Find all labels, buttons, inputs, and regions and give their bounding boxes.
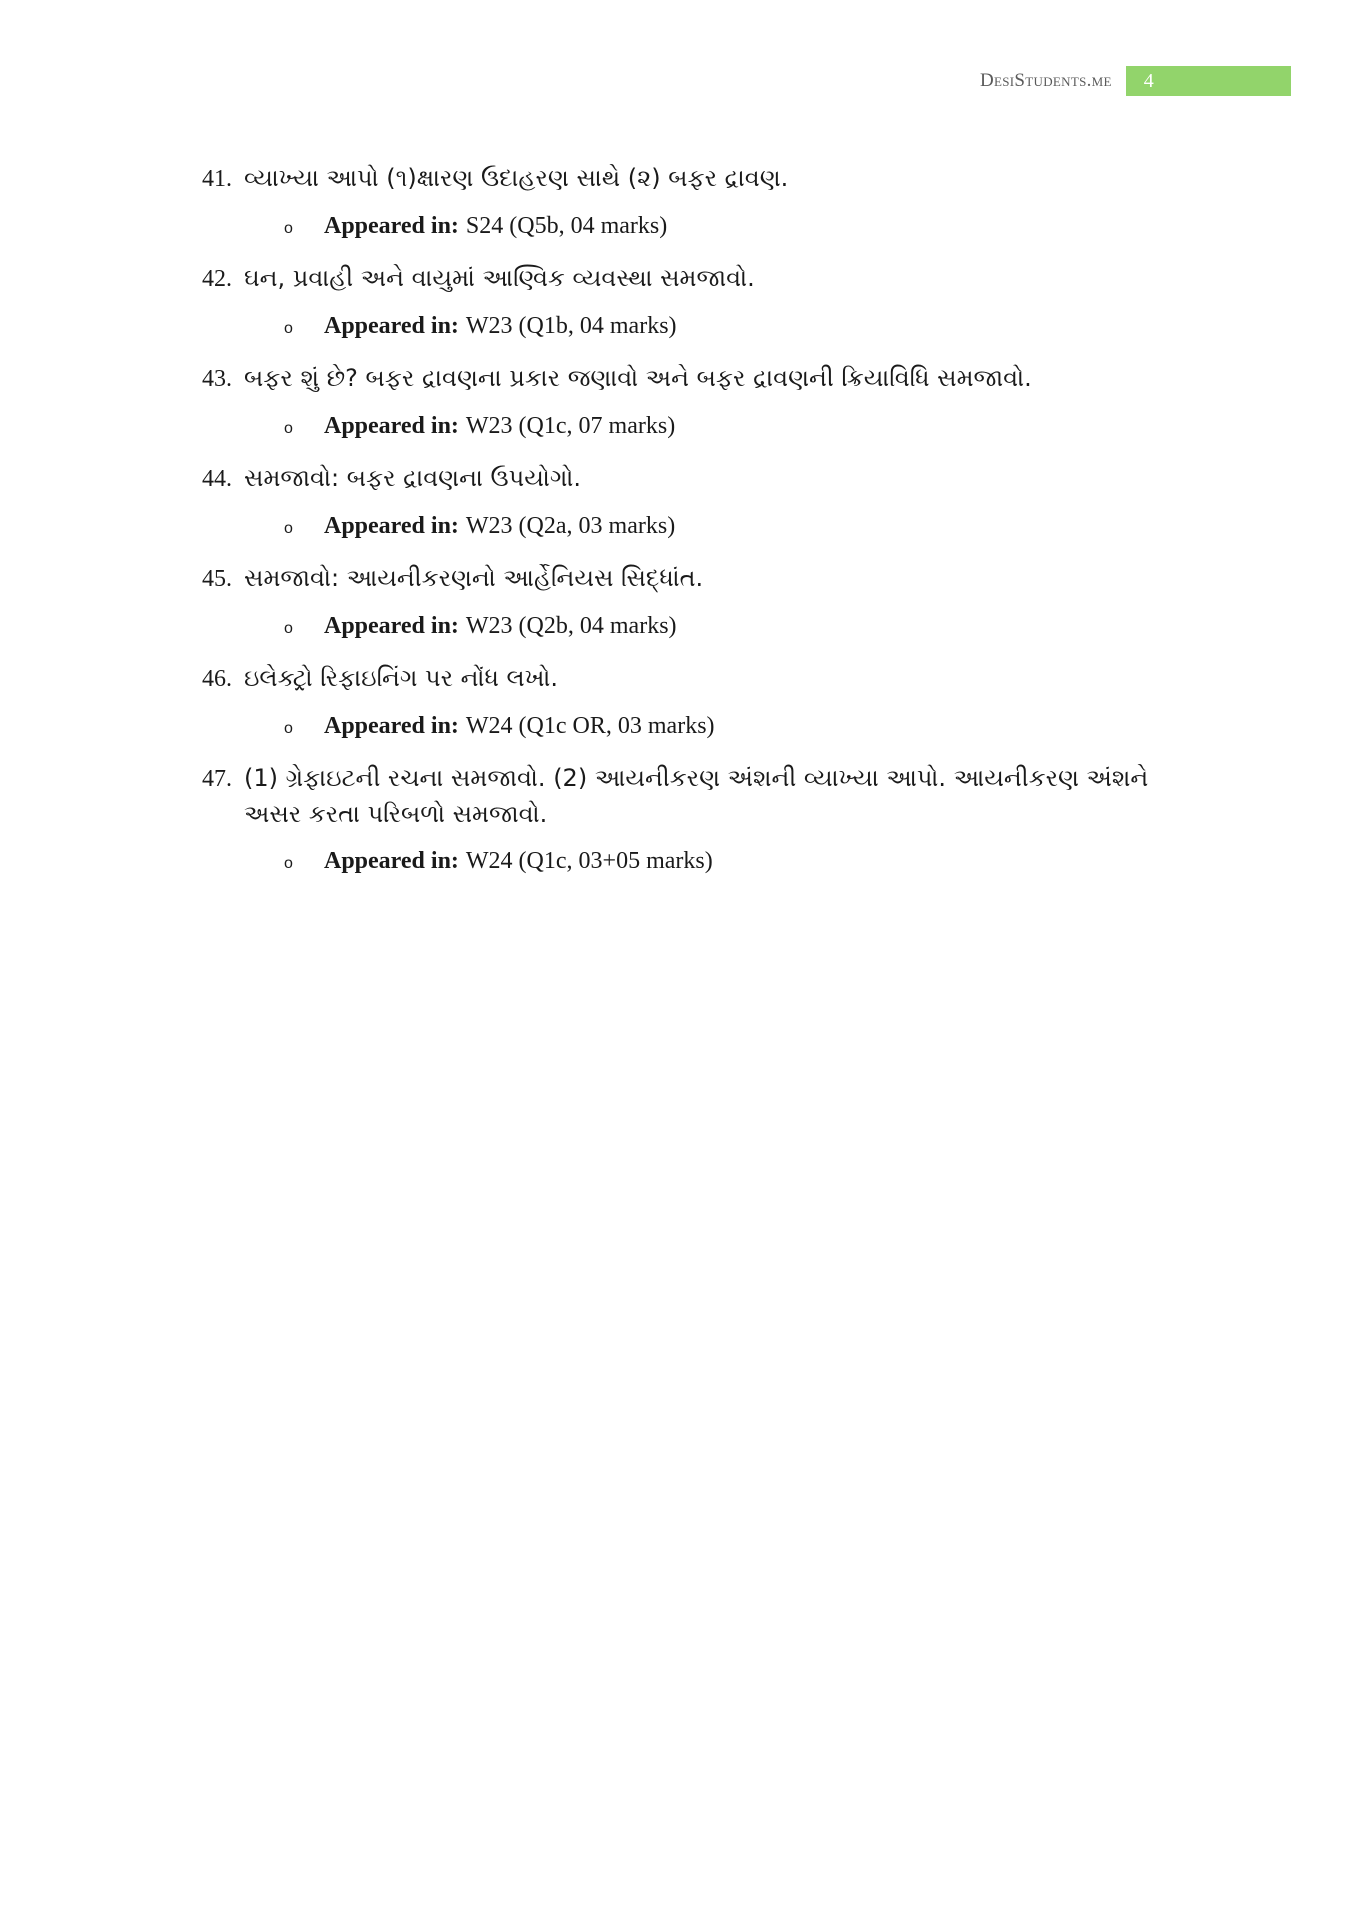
question-text: (1) ગ્રેફાઇટની રચના સમજાવો. (2) આયનીકરણ અંશની વ્યાખ્યા આપો. આયનીકરણ અંશને અસર કરતા પરિબળો સમજાવો.	[244, 764, 1149, 828]
appeared-label: Appeared in:	[324, 513, 459, 539]
appeared-value: W23 (Q1b, 04 marks)	[465, 313, 677, 339]
question-number: 45.	[202, 566, 232, 592]
question-line	[202, 360, 1202, 397]
question-line	[202, 760, 1202, 832]
question-number: 47.	[202, 766, 232, 792]
question-line	[202, 260, 1202, 297]
appeared-label: Appeared in:	[324, 848, 459, 874]
question-item	[202, 460, 1202, 544]
appeared-in-line	[284, 311, 1202, 344]
bullet-icon: o	[284, 220, 293, 237]
question-number: 44.	[202, 466, 232, 492]
question-item	[202, 260, 1202, 344]
appeared-in-line	[284, 511, 1202, 544]
question-text: વ્યાખ્યા આપો (૧)ક્ષારણ ઉદાહરણ સાથે (૨) બફર દ્રાવણ.	[244, 164, 789, 192]
appeared-value: W23 (Q1c, 07 marks)	[465, 413, 676, 439]
page-header	[980, 66, 1291, 96]
appeared-value: S24 (Q5b, 04 marks)	[465, 213, 668, 239]
question-text: ઇલેક્ટ્રો રિફાઇનિંગ પર નોંધ લખો.	[244, 664, 559, 692]
question-number: 42.	[202, 266, 232, 292]
page-number: 4	[1126, 66, 1291, 96]
bullet-icon: o	[284, 720, 293, 737]
question-text: સમજાવો: આયનીકરણનો આર્હેનિયસ સિદ્ધાંત.	[244, 564, 704, 592]
appeared-value: W24 (Q1c OR, 03 marks)	[465, 713, 715, 739]
appeared-in-line	[284, 411, 1202, 444]
question-text: ઘન, પ્રવાહી અને વાયુમાં આણ્વિક વ્યવસ્થા સમજાવો.	[244, 264, 755, 292]
question-line	[202, 160, 1202, 197]
appeared-in-line	[284, 211, 1202, 244]
bullet-icon: o	[284, 855, 293, 872]
appeared-label: Appeared in:	[324, 313, 459, 339]
appeared-label: Appeared in:	[324, 413, 459, 439]
bullet-icon: o	[284, 320, 293, 337]
appeared-value: W23 (Q2a, 03 marks)	[465, 513, 676, 539]
question-number: 41.	[202, 166, 232, 192]
question-list	[202, 160, 1202, 895]
site-name: DesiStudents.me	[980, 70, 1112, 91]
question-item	[202, 160, 1202, 244]
appeared-in-line	[284, 846, 1202, 879]
question-item	[202, 560, 1202, 644]
question-number: 46.	[202, 666, 232, 692]
question-line	[202, 560, 1202, 597]
bullet-icon: o	[284, 620, 293, 637]
question-text: સમજાવો: બફર દ્રાવણના ઉપયોગો.	[244, 464, 582, 492]
question-item	[202, 360, 1202, 444]
appeared-value: W23 (Q2b, 04 marks)	[465, 613, 677, 639]
appeared-label: Appeared in:	[324, 713, 459, 739]
appeared-in-line	[284, 711, 1202, 744]
appeared-in-line	[284, 611, 1202, 644]
appeared-label: Appeared in:	[324, 613, 459, 639]
question-number: 43.	[202, 366, 232, 392]
appeared-value: W24 (Q1c, 03+05 marks)	[465, 848, 713, 874]
question-line	[202, 460, 1202, 497]
question-text: બફર શું છે? બફર દ્રાવણના પ્રકાર જણાવો અને બફર દ્રાવણની ક્રિયાવિધિ સમજાવો.	[244, 364, 1032, 392]
question-item	[202, 660, 1202, 744]
bullet-icon: o	[284, 520, 293, 537]
bullet-icon: o	[284, 420, 293, 437]
question-item	[202, 760, 1202, 879]
appeared-label: Appeared in:	[324, 213, 459, 239]
question-line	[202, 660, 1202, 697]
